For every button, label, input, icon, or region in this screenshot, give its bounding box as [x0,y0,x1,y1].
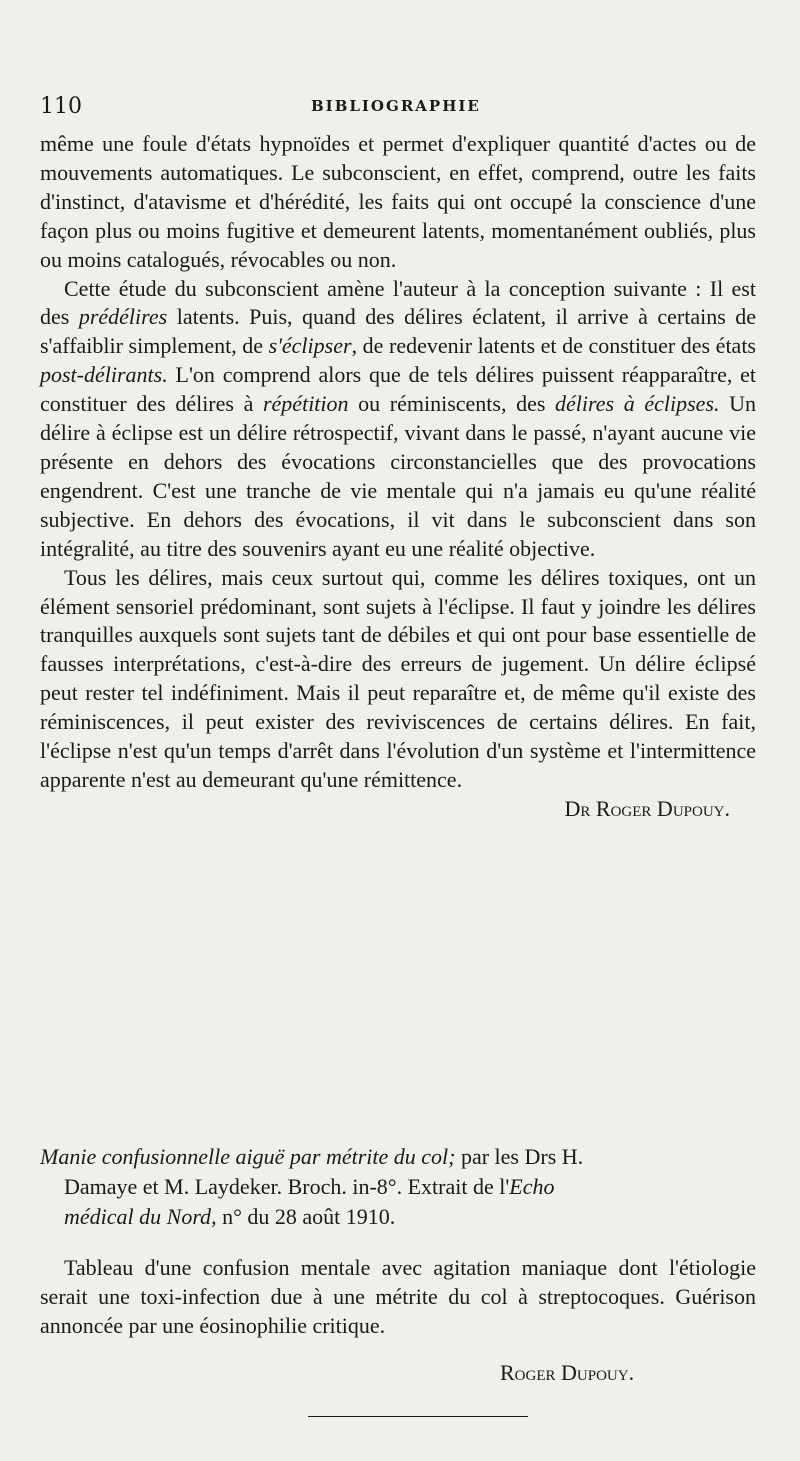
italic-term: Echo [509,1174,555,1199]
text-run: Damaye et M. Laydeker. Broch. in-8°. Extrait de l' [64,1174,510,1199]
signature: Dr Roger Dupouy. [564,795,730,821]
paragraph-2 [40,275,756,564]
italic-term: s'éclipser [268,333,352,359]
bibliographic-reference [40,1142,756,1232]
text-run: latents. Puis, quand des délires éclatent, il arrive à certains de s'affaiblir simplement, de [40,304,757,359]
reference-title: Manie confusionnelle aiguë par métrite du col; [40,1144,456,1169]
reference-line-1 [40,1142,756,1172]
text-run: Cette étude du subconscient amène l'auteur à la conception suivante : Il est des [40,275,756,330]
text-run: L'on comprend alors que de tels délires puissent réapparaître, et constituer des délires à [40,362,756,417]
text-run: ou réminiscents, des [348,391,556,417]
review-signature: Roger Dupouy. [500,1360,635,1385]
page-number: 110 [40,94,82,119]
review-paragraph: Tableau d'une confusion mentale avec agitation maniaque dont l'étiologie serait une toxi-infection due à une métrite du col à streptocoques. Guérison annoncée par une éosinophilie critique. [40,1255,756,1338]
text-run: , n° du 28 août 1910. [211,1204,396,1229]
italic-term: post-délirants. [40,362,168,388]
closing-rule [308,1416,528,1417]
text-run: , de redevenir latents et de constituer des états [351,333,756,359]
page-header [40,94,760,122]
running-title: BIBLIOGRAPHIE [311,97,481,115]
italic-term: répétition [262,391,349,417]
paragraph-3: Tous les délires, mais ceux surtout qui, comme les délires toxiques, ont un élément sensoriel prédominant, sont sujets à l'éclipse. Il faut y joindre les délires tranquilles auxquels sont sujets tant de débiles et qui ont pour base essentielle de fausses interprétations, c'est-à-dire des erreurs de jugement. Un délire éclipsé peut rester tel indéfiniment. Mais il peut reparaître et, de même qu'il existe des réminiscences, il peut exister des reviviscences de certains délires. En fait, l'éclipse n'est qu'un temps d'arrêt dans l'évolution d'un système et l'intermittence apparente n'est au demeurant qu'une rémittence. [40,564,756,792]
text-run: Un délire à éclipse est un délire rétrospectif, vivant dans le passé, n'ayant aucune vie présente en dehors des évocations circonstancielles que des provocations engendrent. C'est une tranche de vie mentale qui n'a jamais eu qu'une réalité subjective. En dehors des évocations, il vit dans le subconscient dans son intégralité, au titre des souvenirs ayant eu une réalité objective. [40,391,757,561]
italic-term: délires à éclipses. [555,391,720,417]
reference-line-3 [40,1202,756,1232]
body-text [40,130,756,824]
reference-authors: par les Drs H. [455,1144,584,1169]
reference-line-2 [40,1172,756,1202]
paragraph-1: même une foule d'états hypnoïdes et permet d'expliquer quantité d'actes ou de mouvements automatiques. Le subconscient, en effet, comprend, outre les faits d'instinct, d'atavisme et d'hérédité, les faits qui ont occupé la conscience d'une façon plus ou moins fugitive et demeurent latents, momentanément oubliés, plus ou moins catalogués, révocables ou non. [40,131,756,272]
italic-term: prédélires [78,304,168,330]
italic-term: médical du Nord [64,1204,212,1229]
